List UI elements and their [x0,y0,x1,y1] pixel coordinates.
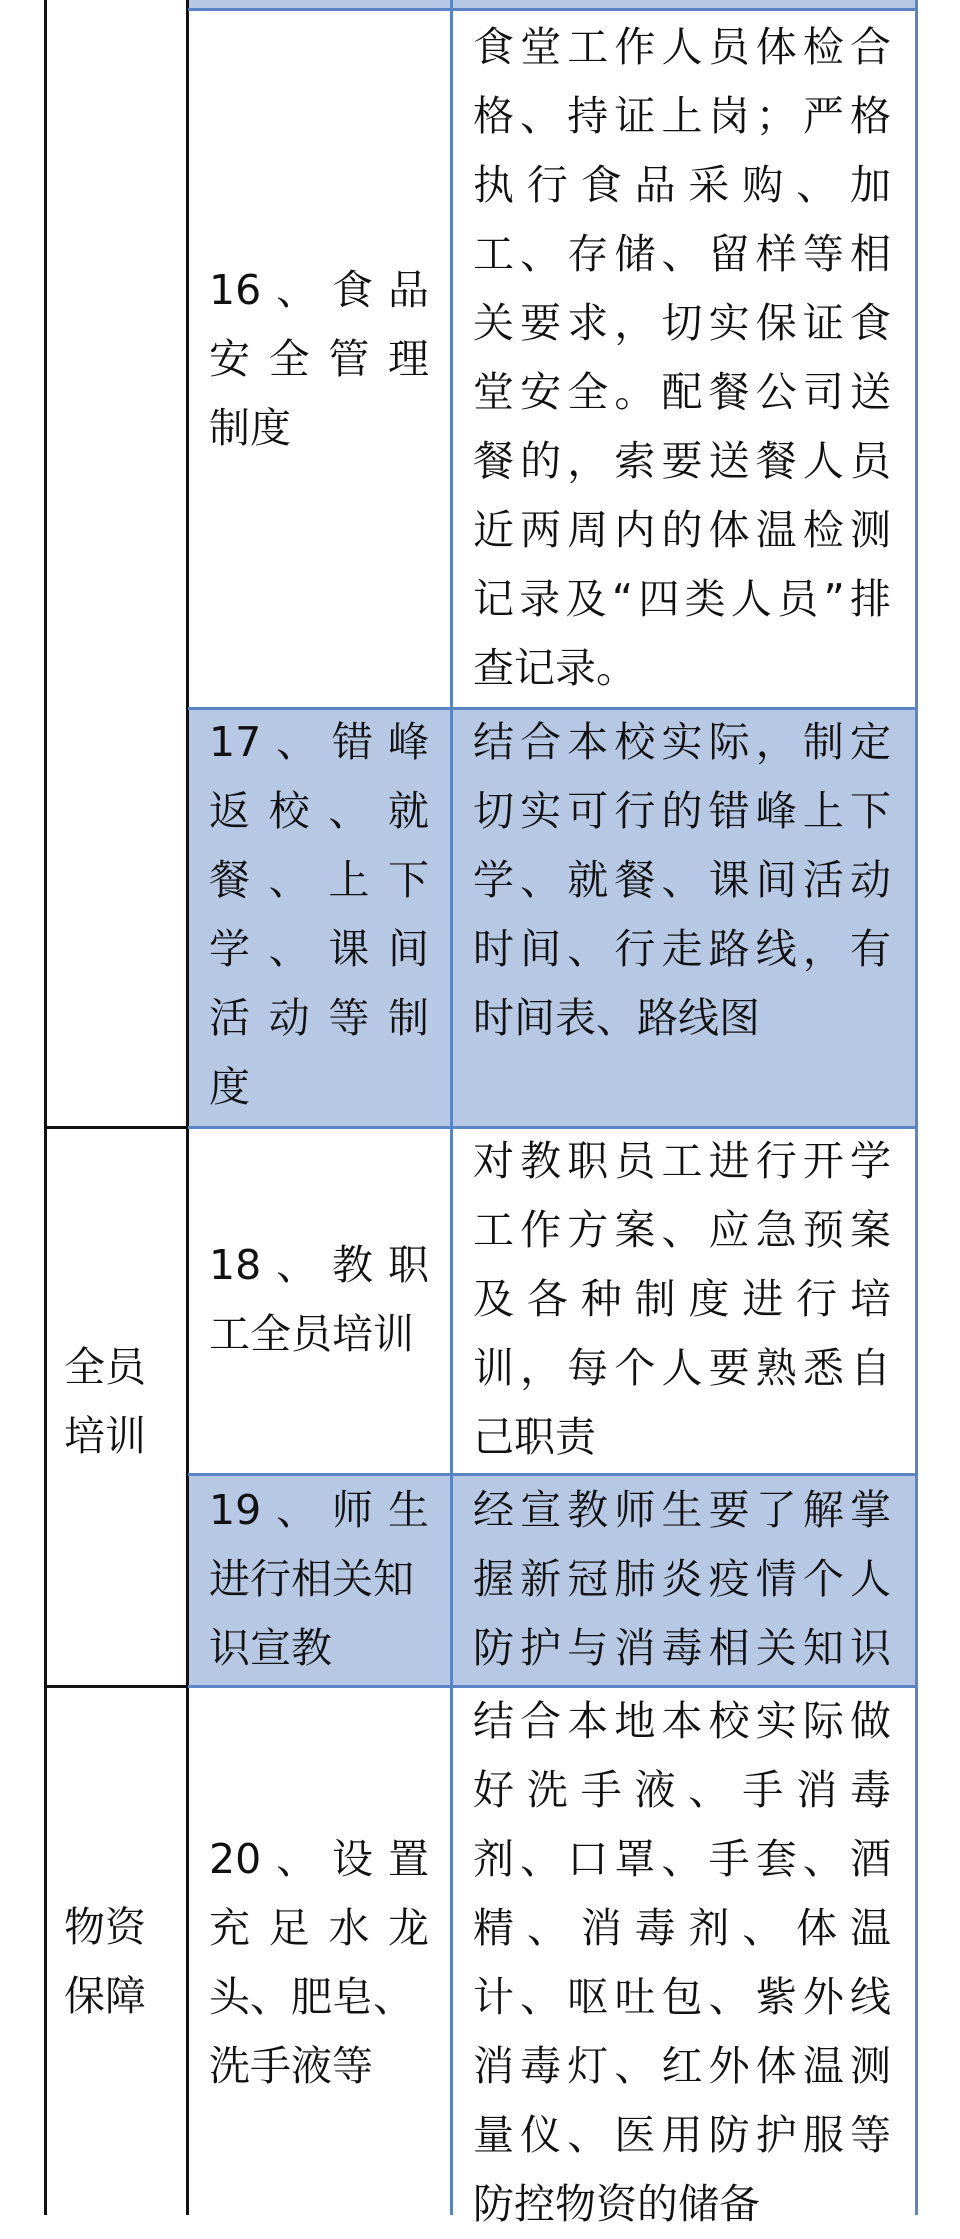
requirement-text-line: 学、就餐、课间活动 [473,856,891,904]
section-divider [44,1685,189,1688]
item-text-line: 17、错峰 [209,718,429,766]
item-text-line: 工全员培训 [209,1310,414,1358]
item-column-border [450,0,453,2215]
category-label-line: 培训 [64,1412,146,1460]
requirement-text-line: 切实可行的错峰上下 [473,787,891,835]
item-text-line: 餐、上下 [209,856,429,904]
requirement-text-line: 训，每个人要熟悉自 [473,1344,891,1392]
item-text-line: 洗手液等 [209,2042,373,2090]
right-border [915,0,918,2215]
requirement-text-line: 精、消毒剂、体温 [473,1904,891,1952]
requirement-text-line: 结合本地本校实际做 [473,1697,891,1745]
requirement-text-line: 结合本校实际，制定 [473,718,891,766]
requirement-text-line: 餐的，索要送餐人员 [473,437,891,485]
requirement-text-line: 记录及“四类人员”排 [473,575,891,623]
requirement-text-line: 时间、行走路线，有 [473,925,891,973]
item-text-line: 头、肥皂、 [209,1973,414,2021]
requirement-text-line: 计、呕吐包、紫外线 [473,1973,891,2021]
item-text-line: 活动等制 [209,994,429,1042]
category-label-line: 全员 [64,1343,146,1391]
category-label-line: 物资 [64,1903,146,1951]
requirement-text-line: 堂安全。配餐公司送 [473,368,891,416]
item-text-line: 学、课间 [209,925,429,973]
row-divider [188,8,918,11]
requirement-text-line: 己职责 [473,1413,596,1461]
category-label-line: 保障 [64,1972,146,2020]
requirement-text-line: 时间表、路线图 [473,994,760,1042]
item-text-line: 16、食品 [209,266,429,314]
requirement-text-line: 及各种制度进行培 [473,1275,891,1323]
requirement-text-line: 防控物资的储备 [473,2180,760,2228]
requirement-text-line: 量仪、医用防护服等 [473,2111,891,2159]
requirement-text-line: 近两周内的体温检测 [473,506,891,554]
requirement-text-line: 工作方案、应急预案 [473,1206,891,1254]
section-divider [44,1126,189,1129]
requirement-text-line: 握新冠肺炎疫情个人 [473,1555,891,1603]
item-text-line: 度 [209,1063,250,1111]
requirement-text-line: 对教职员工进行开学 [473,1137,891,1185]
outer-left-border [44,0,47,2215]
item-text-line: 20、设置 [209,1835,429,1883]
item-text-line: 返校、就 [209,787,429,835]
item-text-line: 18、教职 [209,1241,429,1289]
requirement-text-line: 查记录。 [473,644,637,692]
requirement-text-line: 经宣教师生要了解掌 [473,1486,891,1534]
requirement-text-line: 消毒灯、红外体温测 [473,2042,891,2090]
item-text-line: 充足水龙 [209,1904,429,1952]
item-text-line: 19、师生 [209,1486,429,1534]
item-text-line: 进行相关知 [209,1555,414,1603]
requirement-text-line: 执行食品采购、加 [473,161,891,209]
category-column-border [186,0,189,2215]
requirement-text-line: 剂、口罩、手套、酒 [473,1835,891,1883]
item-text-line: 制度 [209,404,291,452]
requirement-text-line: 防护与消毒相关知识 [473,1624,891,1672]
requirement-text-line: 工、存储、留样等相 [473,230,891,278]
requirement-text-line: 好洗手液、手消毒 [473,1766,891,1814]
requirement-text-line: 关要求，切实保证食 [473,299,891,347]
item-text-line: 识宣教 [209,1624,332,1672]
item-text-line: 安全管理 [209,335,429,383]
requirement-text-line: 格、持证上岗；严格 [473,92,891,140]
requirement-text-line: 食堂工作人员体检合 [473,23,891,71]
